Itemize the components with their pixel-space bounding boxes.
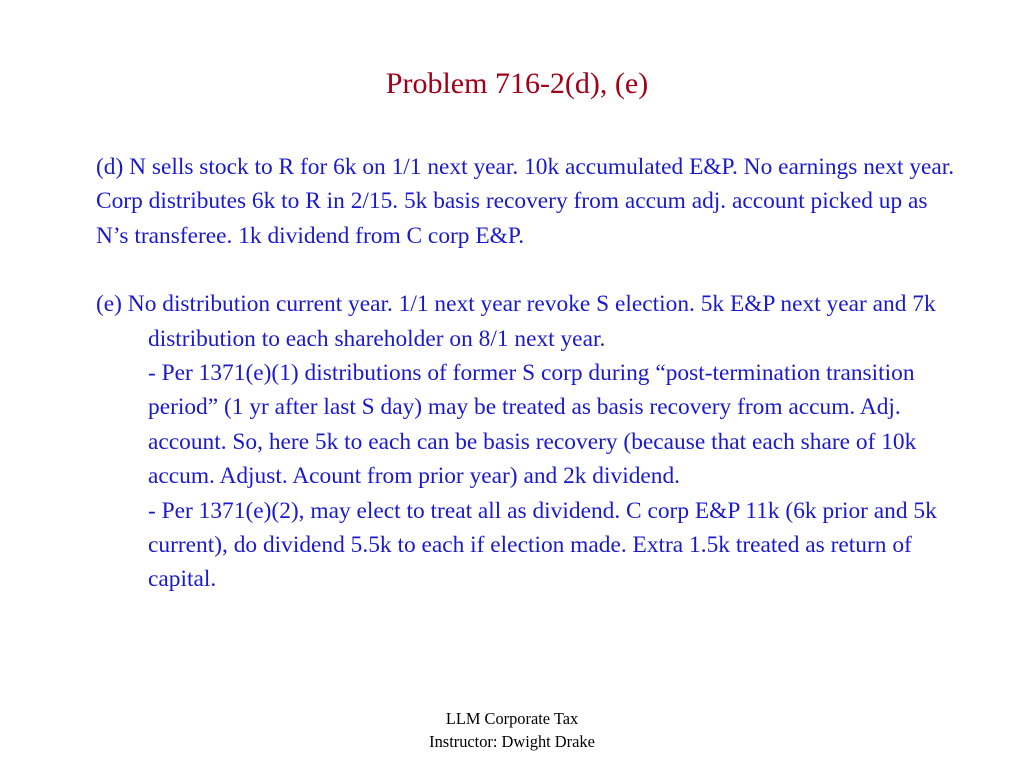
- slide-title: Problem 716-2(d), (e): [385, 67, 649, 100]
- paragraph-e: (e) No distribution current year. 1/1 next year revoke S election. 5k E&P next year and 7k distribution to each shareholder on 8/1 next year.: [96, 291, 936, 352]
- paragraph-e-bullet-2: - Per 1371(e)(2), may elect to treat all as dividend. C corp E&P 11k (6k prior and 5k current), do dividend 5.5k to each if election made. Extra 1.5k treated as return of capital.: [148, 497, 937, 593]
- slide-body: [96, 150, 976, 597]
- footer-instructor: Instructor: Dwight Drake: [429, 732, 595, 751]
- paragraph-d: (d) N sells stock to R for 6k on 1/1 next year. 10k accumulated E&P. No earnings next year. Corp distributes 6k to R in 2/15. 5k basis recovery from accum adj. account picked up as N’s transferee. 1k dividend from C corp E&P.: [96, 154, 955, 249]
- paragraph-e-bullet-1: - Per 1371(e)(1) distributions of former S corp during “post-termination transition period” (1 yr after last S day) may be treated as basis recovery from accum. Adj. account. So, here 5k to each can be basis recovery (because that each share of 10k accum. Adjust. Acount from prior year) and 2k dividend.: [148, 360, 917, 490]
- slide-footer: [0, 707, 1024, 753]
- footer-course: LLM Corporate Tax: [445, 709, 579, 728]
- paragraph-e-block: [96, 287, 976, 356]
